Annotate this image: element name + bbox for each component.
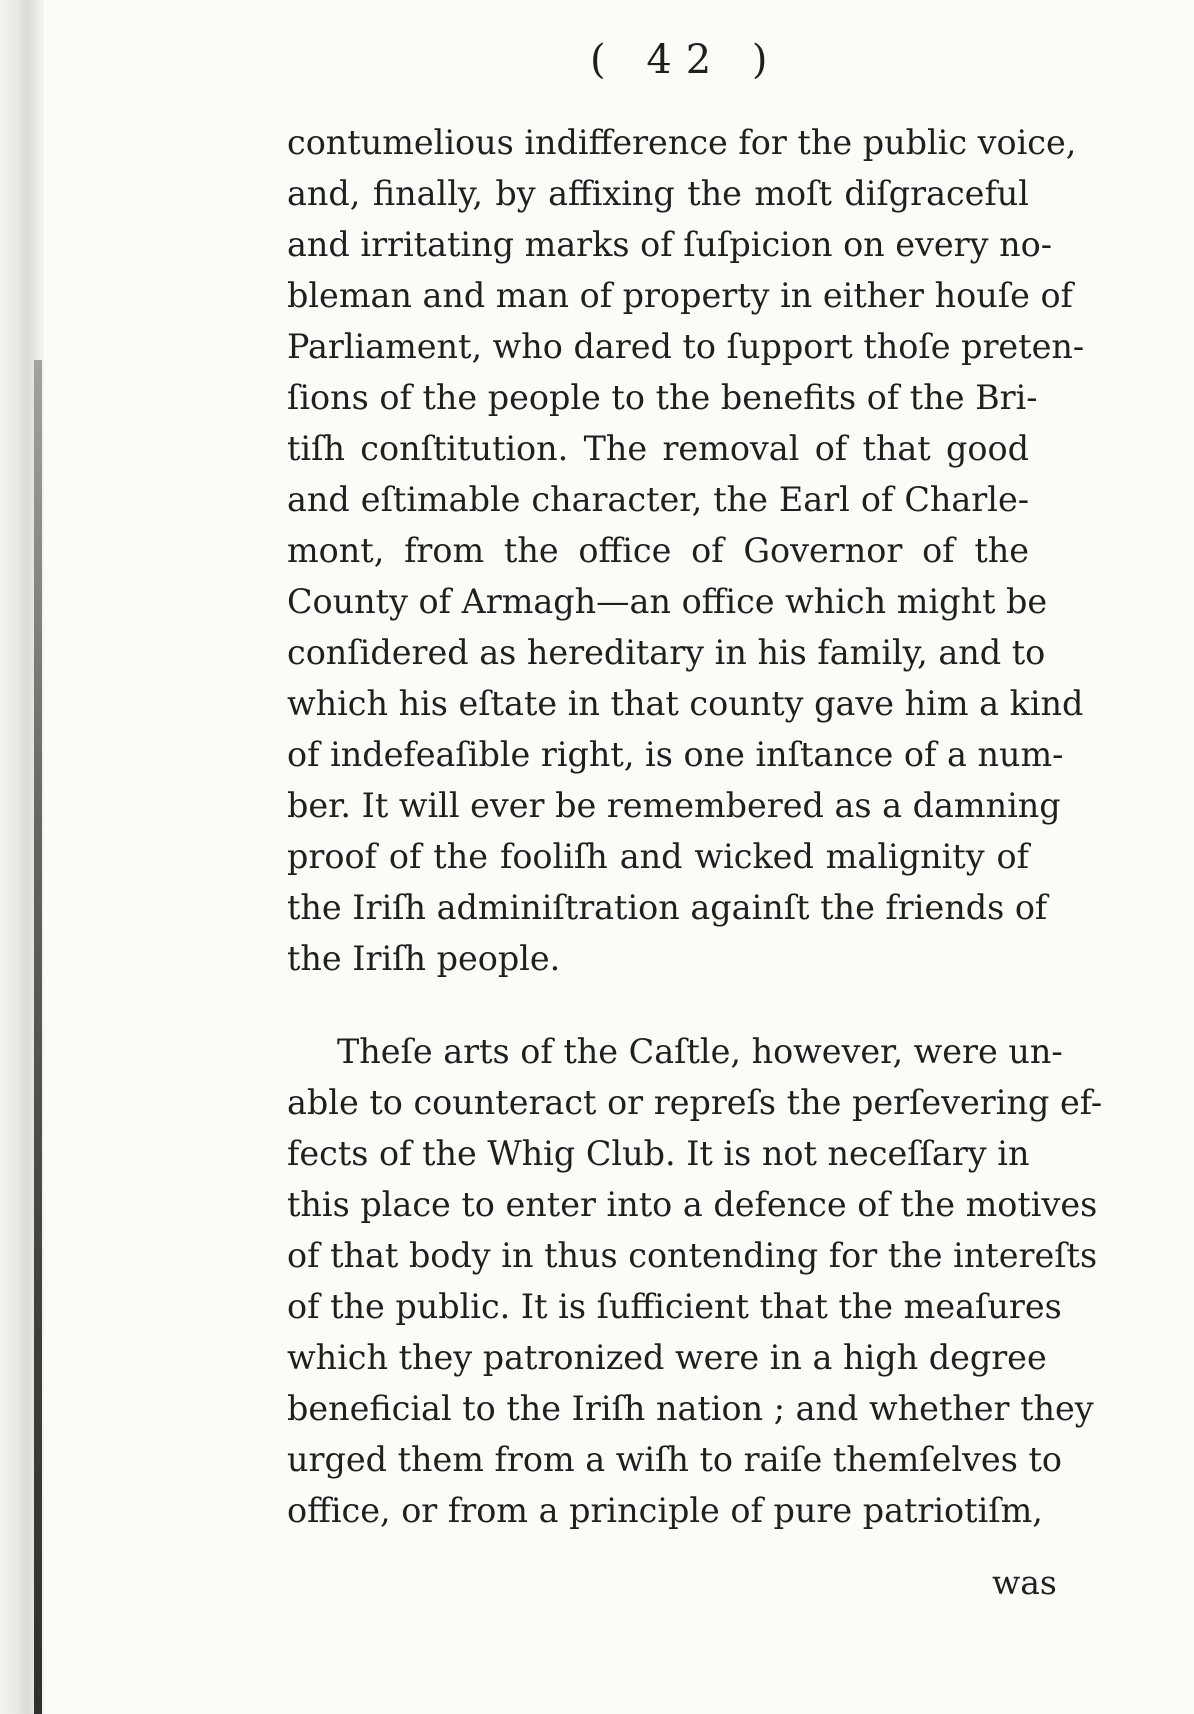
text-line: and irritating marks of ſuſpicion on every no- xyxy=(287,225,1053,264)
text-line: mont, from the office of Governor of the xyxy=(287,531,1029,570)
text-line: of indefeaſible right, is one inſtance of a num- xyxy=(287,735,1064,774)
paragraph-2 xyxy=(287,1026,1103,1536)
text-line: County of Armagh—an office which might be xyxy=(287,582,1048,621)
paragraph-1 xyxy=(287,117,1085,984)
text-line: tiſh conſtitution. The removal of that good xyxy=(287,429,1029,468)
text-line: proof of the fooliſh and wicked malignity of xyxy=(287,837,1029,876)
text-line: bleman and man of property in either houſe of xyxy=(287,276,1073,315)
text-line: the Iriſh people. xyxy=(287,939,561,978)
page-number: ( 42 ) xyxy=(590,37,782,83)
text-line: able to counteract or repreſs the perſevering ef- xyxy=(287,1083,1103,1122)
text-line: and eſtimable character, the Earl of Charle- xyxy=(287,480,1029,519)
binding-edge xyxy=(34,360,42,1714)
text-line: Theſe arts of the Caſtle, however, were un- xyxy=(337,1032,1063,1071)
text-line: fects of the Whig Club. It is not neceſſary in xyxy=(287,1134,1030,1173)
text-line: this place to enter into a defence of the motives xyxy=(287,1185,1098,1224)
text-line: office, or from a principle of pure patriotiſm, xyxy=(287,1491,1043,1530)
text-line: and, finally, by affixing the moſt diſgraceful xyxy=(287,174,1029,213)
text-line: of that body in thus contending for the intereſts xyxy=(287,1236,1098,1275)
text-line: beneficial to the Iriſh nation ; and whether they xyxy=(287,1389,1094,1428)
text-line: urged them from a wiſh to raiſe themſelves to xyxy=(287,1440,1062,1479)
text-line: which they patronized were in a high degree xyxy=(287,1338,1047,1377)
text-line: which his eſtate in that county gave him a kind xyxy=(287,684,1084,723)
text-line: ber. It will ever be remembered as a damning xyxy=(287,786,1061,825)
text-line: conſidered as hereditary in his family, and to xyxy=(287,633,1046,672)
text-line: of the public. It is ſufficient that the meaſures xyxy=(287,1287,1062,1326)
text-line: ſions of the people to the benefits of the Bri- xyxy=(287,378,1038,417)
catchword: was xyxy=(992,1563,1057,1602)
text-line: the Iriſh adminiſtration againſt the friends of xyxy=(287,888,1048,927)
text-line: Parliament, who dared to ſupport thoſe preten- xyxy=(287,327,1085,366)
text-line: contumelious indifference for the public voice, xyxy=(287,123,1077,162)
